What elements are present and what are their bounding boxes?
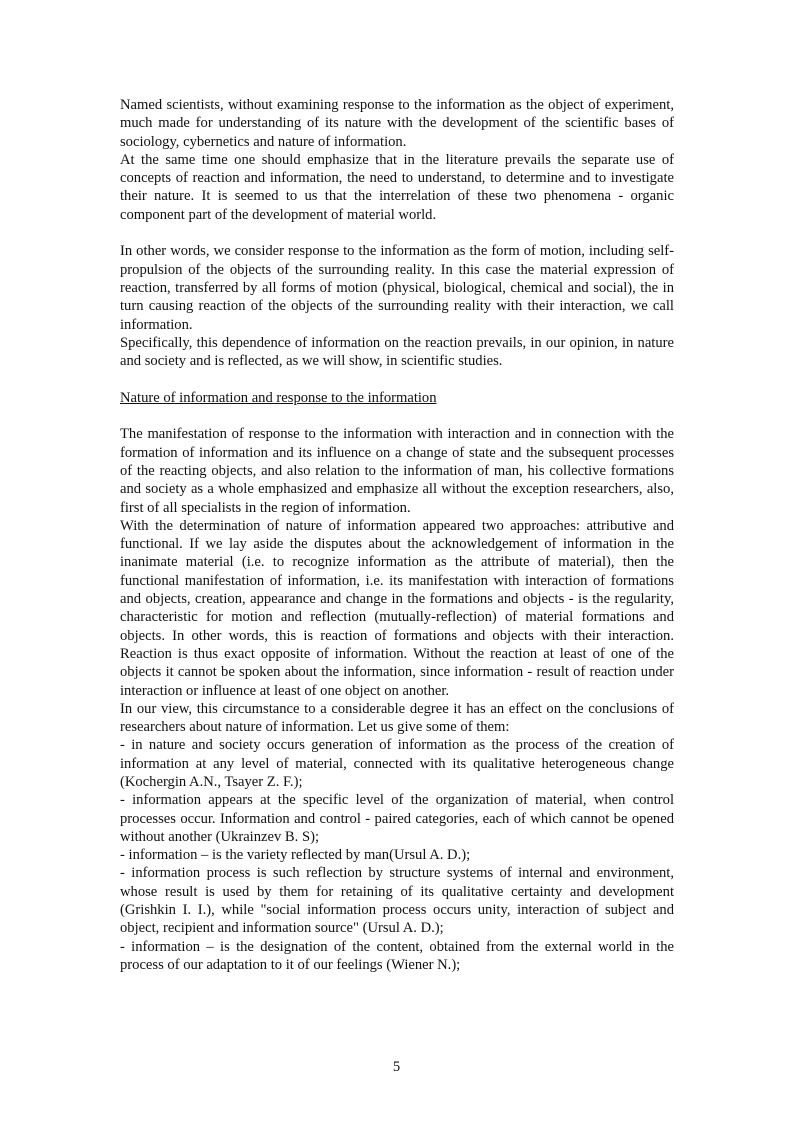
paragraph: With the determination of nature of information appeared two approaches: attributive and functional. If we lay aside the disputes about the acknowledgement of information in the inanimate material (i.e. to recognize information as the attribute of material), then the functional manifestation of information, i.e. its manifestation with interaction of formations and objects, creation, appearance and change in the formations and objects - is the regularity, characteristic for motion and reflection (mutually-reflection) of material formations and objects. In other words, this is reaction of formations and objects with their interaction. Reaction is thus exact opposite of information. Without the reaction at least of one of the objects it cannot be spoken about the information, since information - result of reaction under interaction or influence at least of one object on another. bbox=[120, 517, 674, 699]
paragraph: At the same time one should emphasize that in the literature prevails the separate use of concepts of reaction and information, the need to understand, to determine and to investigate their nature. It is seemed to us that the interrelation of these two phenomena - organic component part of the development of material world. bbox=[120, 151, 674, 223]
paragraph: Named scientists, without examining response to the information as the object of experiment, much made for understanding of its nature with the development of the scientific bases of sociology, cybernetics and nature of information. bbox=[120, 97, 674, 150]
list-item: - information – is the variety reflected by man(Ursul A. D.); bbox=[120, 847, 471, 864]
list-item: - information process is such reflection by structure systems of internal and environment, whose result is used by them for retaining of its qualitative certainty and development (Grishkin I. I.), while "social information process occurs unity, interaction of subject and object, recipient and information source" (Ursul A. D.); bbox=[120, 865, 674, 937]
page-body bbox=[120, 96, 674, 974]
spacer bbox=[120, 407, 674, 425]
paragraph: Specifically, this dependence of information on the reaction prevails, in our opinion, in nature and society and is reflected, as we will show, in scientific studies. bbox=[120, 334, 674, 370]
paragraph: In other words, we consider response to the information as the form of motion, including self-propulsion of the objects of the surrounding reality. In this case the material expression of reaction, transferred by all forms of motion (physical, biological, chemical and social), the in turn causing reaction of the objects of the surrounding reality with their interaction, we call information. bbox=[120, 243, 674, 333]
list-item: - in nature and society occurs generation of information as the process of the creation of information at any level of material, connected with its qualitative heterogeneous change (Kochergin A.N., Tsayer Z. F.); bbox=[120, 737, 674, 790]
paragraph: The manifestation of response to the information with interaction and in connection with the formation of information and its influence on a change of state and the subsequent processes of the reacting objects, and also relation to the information of man, his collective formations and society as a whole emphasized and emphasize all without the exception researchers, also, first of all specialists in the region of information. bbox=[120, 426, 674, 516]
spacer bbox=[120, 224, 674, 242]
spacer bbox=[120, 370, 674, 388]
section-heading: Nature of information and response to the information bbox=[120, 389, 437, 406]
paragraph: In our view, this circumstance to a considerable degree it has an effect on the conclusions of researchers about nature of information. Let us give some of them: bbox=[120, 700, 674, 736]
list-item: - information – is the designation of the content, obtained from the external world in the process of our adaptation to it of our feelings (Wiener N.); bbox=[120, 938, 674, 973]
list-item: - information appears at the specific level of the organization of material, when control processes occur. Information and control - paired categories, each of which cannot be opened without another (Ukrainzev B. S); bbox=[120, 792, 674, 845]
page-number: 5 bbox=[392, 1059, 401, 1075]
